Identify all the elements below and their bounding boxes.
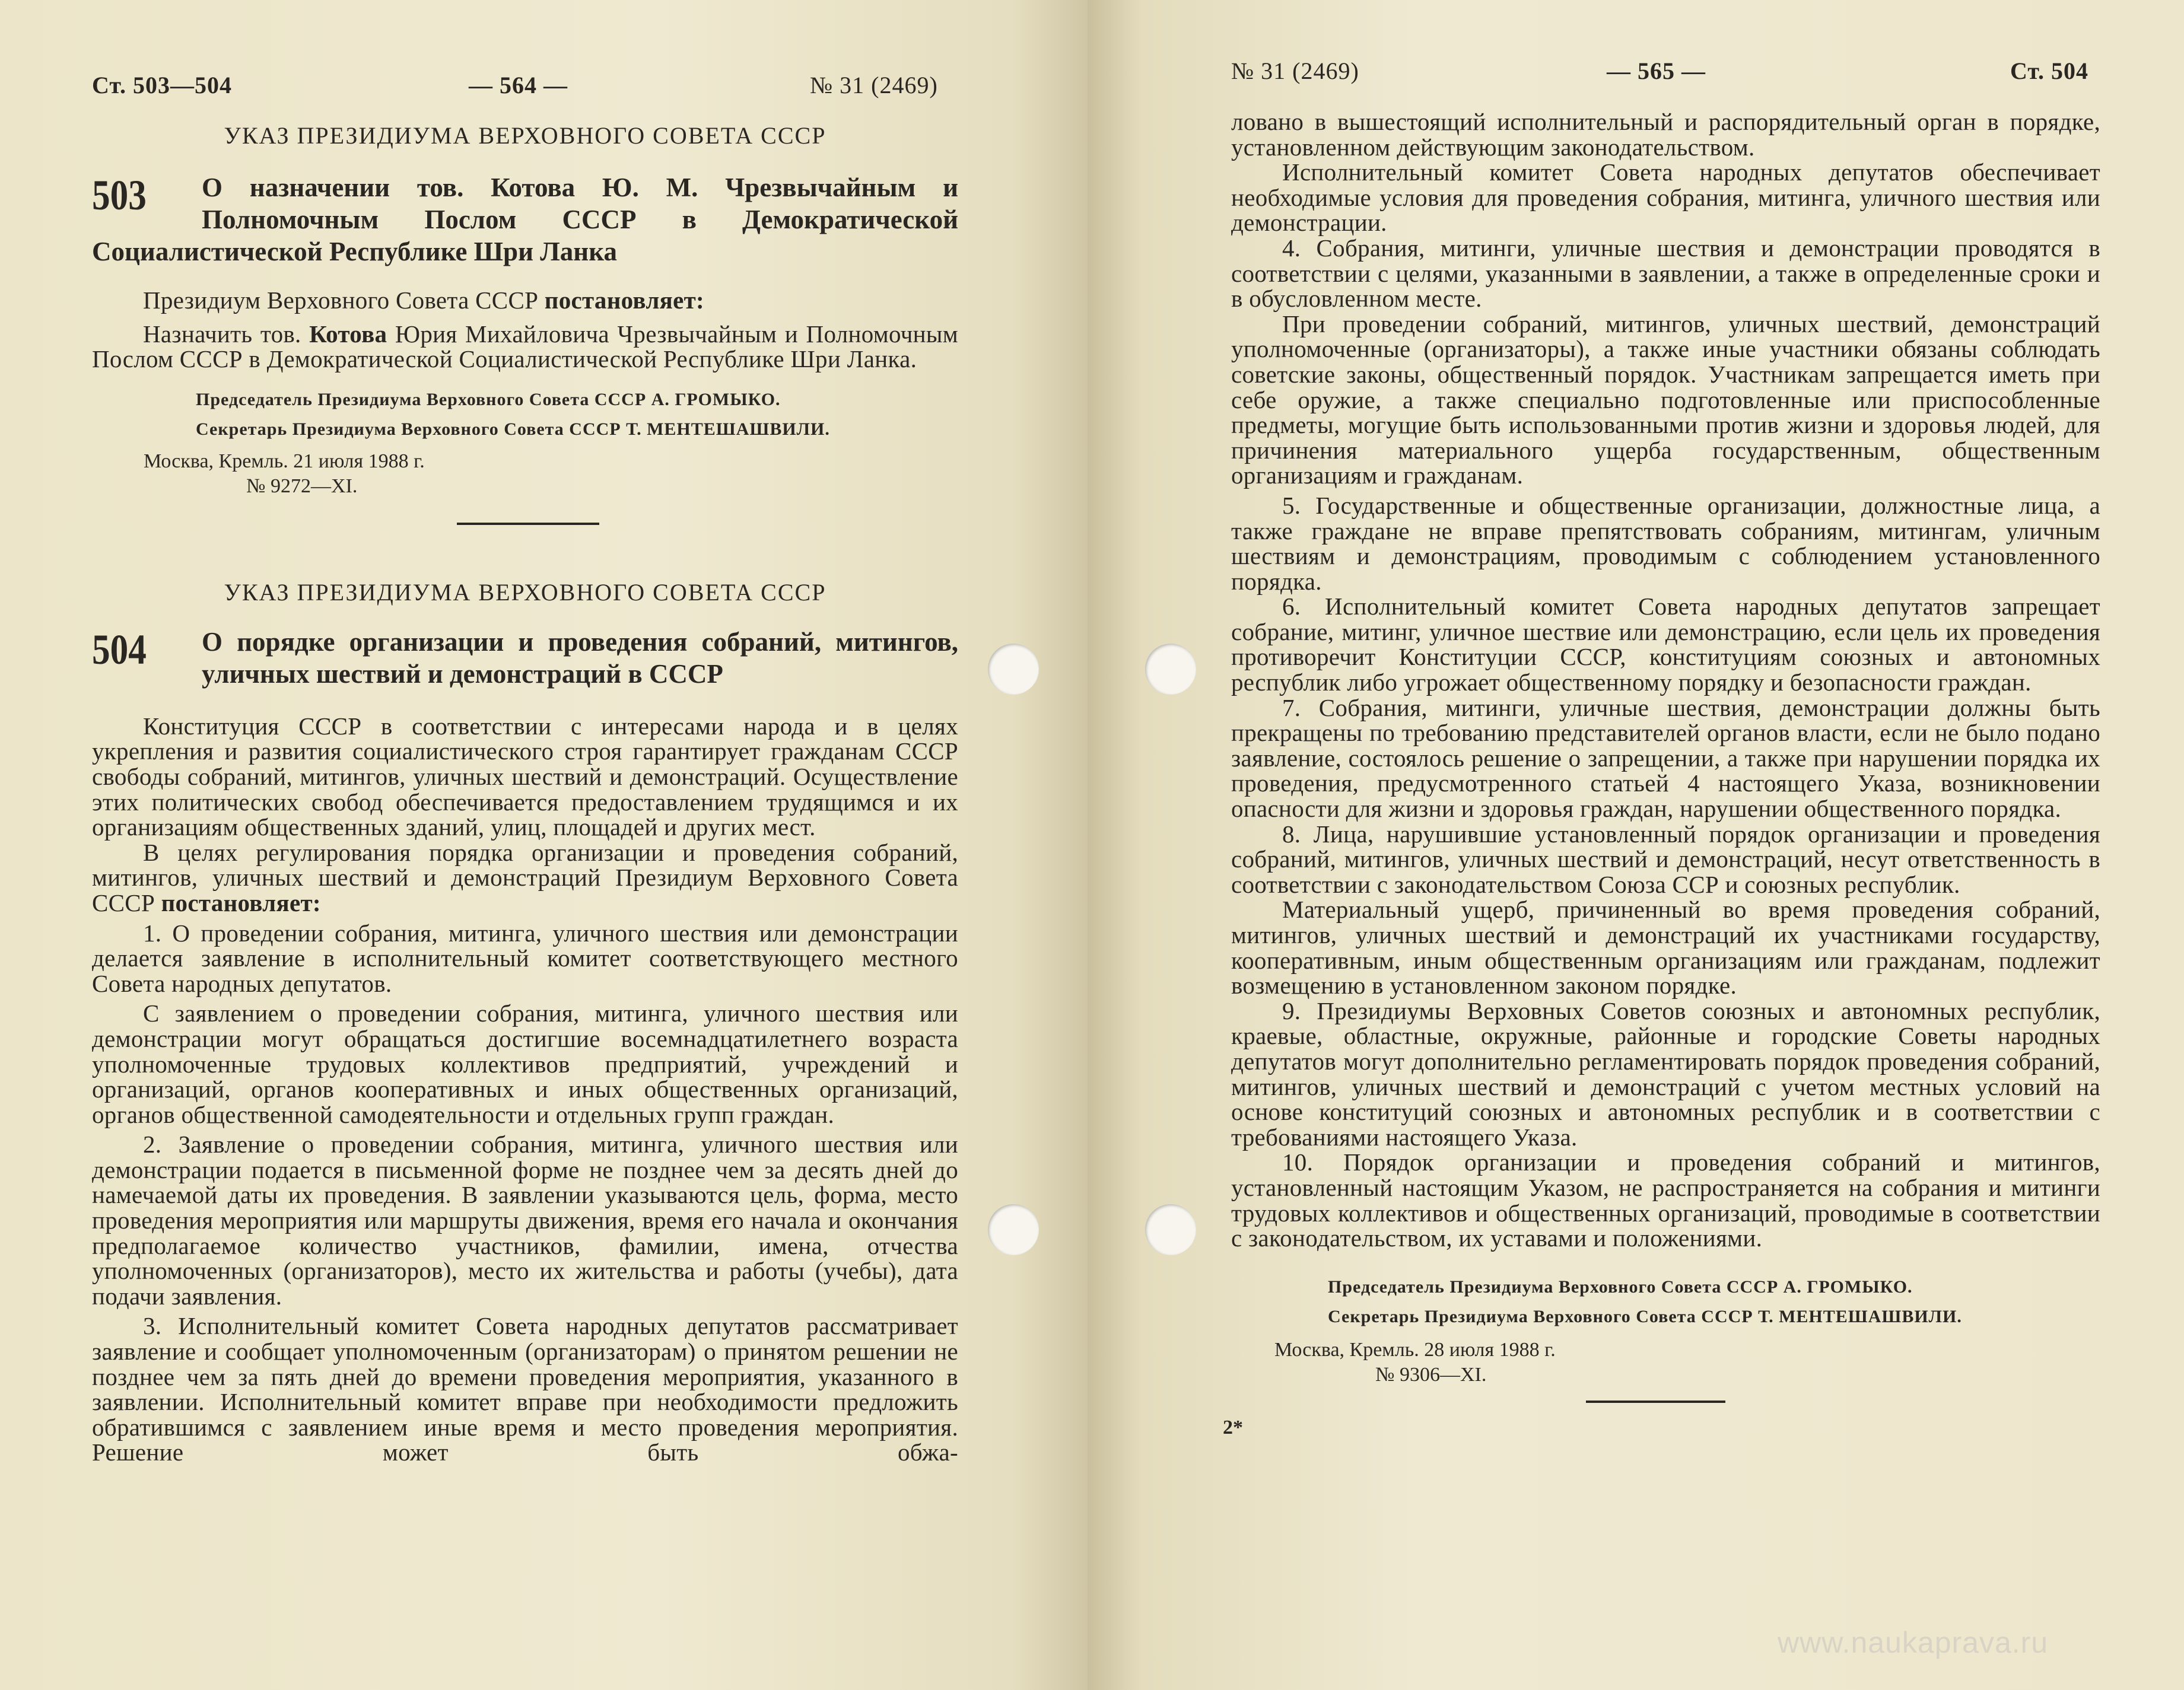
decree-503-number-text: 503 <box>92 171 147 219</box>
paragraph: В целях регулирования порядка организации и проведения собраний, митингов, уличных шествий и демонстраций Президиум Верховного Совета СССР <box>92 838 958 916</box>
chairman-signature: Председатель Президиума Верховного Совета СССР А. ГРОМЫКО. <box>1328 1277 1913 1297</box>
paragraph: 8. Лица, нарушившие установленный порядок организации и проведения собраний, митингов, уличных шествий и демонстраций, несут ответственность в соответствии с законодательством Союза ССР и союзных республик. <box>1231 820 2100 898</box>
header-page-number: — 565 — <box>1607 58 1706 84</box>
divider <box>457 523 599 525</box>
paragraph: 4. Собрания, митинги, уличные шествия и демонстрации проводятся в соответствии с целями, указанными в заявлении, а также в определенные сроки и в обусловленном месте. <box>1231 234 2100 313</box>
decree-504-body <box>92 714 958 1465</box>
paragraph: 2. Заявление о проведении собрания, митинга, уличного шествия или демонстрации подается в письменной форме не позднее чем за десять дней до намечаемой даты их проведения. В заявлении указываются цель, форма, место проведения мероприятия или маршруты движения, время его начала и окончания предполагаемое количество участников, фамилии, имена, отчества уполномоченных (организаторов), место их жительства и работы (учебы), дата подачи заявления. <box>92 1131 958 1310</box>
left-column <box>92 122 958 1465</box>
punch-hole <box>988 1204 1039 1255</box>
paragraph: 1. О проведении собрания, митинга, уличного шествия или демонстрации делается заявление в исполнительный комитет соответствующего местного Совета народных депутатов. <box>92 919 958 997</box>
decree-504-body-continued <box>1231 109 2100 1251</box>
right-column <box>1223 108 2100 1440</box>
place-date: Москва, Кремль. 21 июля 1988 г. <box>144 450 425 472</box>
decree-503-heading: УКАЗ ПРЕЗИДИУМА ВЕРХОВНОГО СОВЕТА СССР <box>224 122 826 149</box>
place-date: Москва, Кремль. 28 июля 1988 г. <box>1274 1338 1556 1361</box>
paragraph: 7. Собрания, митинги, уличные шествия, демонстрации должны быть прекращены по требованию представителей органов власти, если не было подано заявление, состоялось решение о запрещении, а также при нарушении порядка их проведения, предусмотренного статьей 4 настоящего Указа, возникновении опасности для жизни и здоровья граждан, нарушении общественного порядка. <box>1231 693 2100 823</box>
divider <box>1586 1401 1725 1403</box>
paragraph: 10. Порядок организации и проведения собраний и митингов, установленный настоящим Указом, не распространяется на собрания и митинги трудовых коллективов и общественных организаций, проводимые в соответствии с законодательством, их уставами и положениями. <box>1231 1148 2100 1252</box>
decree-504-heading: УКАЗ ПРЕЗИДИУМА ВЕРХОВНОГО СОВЕТА СССР <box>224 578 826 606</box>
decree-503-title-block <box>92 171 958 268</box>
paragraph: 3. Исполнительный комитет Совета народных депутатов рассматривает заявление и сообщает уполномоченным (организаторам) о принятом решении не позднее чем за пять дней до времени проведения мероприятия, указанного в заявлении. Исполнительный комитет вправе при необходимости предложить обратившимся с заявлением иные время и место проведения мероприятия. Решение может быть обжа- <box>92 1312 958 1466</box>
decree-503-body <box>92 288 958 372</box>
preamble-resolves: постановляет: <box>544 287 705 314</box>
appointment-text-rest: Юрия Михайловича Чрезвычайным и Полномочным Послом СССР в Демократической Социалистической Республике Шри Ланка. <box>92 320 958 373</box>
decree-504-title: О порядке организации и проведения собраний, митингов, уличных шествий и демонстраций в СССР <box>202 626 958 689</box>
paragraph: 6. Исполнительный комитет Совета народных депутатов запрещает собрание, митинг, уличное шествие или демонстрацию, если цель их проведения противоречит Конституции СССР, конституциям союзных и автономных республик либо угрожает общественному порядку и безопасности граждан. <box>1231 593 2100 696</box>
chairman-signature: Председатель Президиума Верховного Совета СССР А. ГРОМЫКО. <box>196 389 781 409</box>
paragraph: ловано в вышестоящий исполнительный и распорядительный орган в порядке, установленном действующим законодательством. <box>1231 108 2100 161</box>
decree-504-number-text: 504 <box>92 625 147 673</box>
secretary-signature: Секретарь Президиума Верховного Совета СССР Т. МЕНТЕШАШВИЛИ. <box>196 419 830 439</box>
decree-504-number <box>92 626 202 690</box>
right-page <box>1088 0 2184 1690</box>
paragraph: Конституция СССР в соответствии с интересами народа и в целях укрепления и развития социалистического строя гарантирует гражданам СССР свободы собраний, митингов, уличных шествий и демонстраций. Осуществление этих политических свобод обеспечивается предоставлением трудящимся и их организациям общественных зданий, улиц, площадей и других мест. <box>92 712 958 841</box>
header-issue: № 31 (2469) <box>1231 58 1359 84</box>
header-article: Ст. 504 <box>2010 58 2088 84</box>
paragraph: 9. Президиумы Верховных Советов союзных и автономных республик, краевые, областные, окружные, районные и городские Советы народных депутатов могут дополнительно регламентировать порядок проведения собраний, митингов, уличных шествий и демонстраций с учетом местных условий на основе конституций союзных и автономных республик и в соответствии с требованиями настоящего Указа. <box>1231 997 2100 1151</box>
header-issue: № 31 (2469) <box>810 72 938 98</box>
secretary-signature: Секретарь Президиума Верховного Совета СССР Т. МЕНТЕШАШВИЛИ. <box>1328 1306 1962 1326</box>
registration-number: № 9306—XI. <box>1375 1363 1487 1386</box>
header-page-number: — 564 — <box>469 72 568 98</box>
resolves: постановляет: <box>161 889 321 916</box>
watermark: www.naukaprava.ru <box>1778 1626 2049 1659</box>
decree-503-title: О назначении тов. Котова Ю. М. Чрезвычайным и Полномочным Послом СССР в Демократической Социалистической Республике Шри Ланка <box>92 173 958 266</box>
punch-hole <box>988 644 1039 695</box>
header-article: Ст. 503—504 <box>92 72 232 98</box>
punch-hole <box>1145 644 1196 695</box>
paragraph: При проведении собраний, митингов, уличных шествий, демонстраций уполномоченные (организаторы), а также иные участники обязаны соблюдать советские законы, общественный порядок. Участникам запрещается иметь при себе оружие, а также специально подготовленные или приспособленные предметы, могущие быть использованными против жизни и здоровья людей, для причинения материального ущерба государственным, общественным организациям и гражданам. <box>1231 310 2100 489</box>
decree-504-title-block <box>92 626 958 690</box>
left-page <box>0 0 1088 1690</box>
preamble: Президиум Верховного Совета СССР <box>143 287 539 314</box>
registration-number: № 9272—XI. <box>246 475 358 497</box>
signature-mark: 2* <box>1223 1416 1243 1438</box>
paragraph: Материальный ущерб, причиненный во время проведения собраний, митингов, уличных шествий и демонстраций их участниками государству, кооперативным, иным общественным организациям или гражданам, подлежит возмещению в установленном законом порядке. <box>1231 896 2100 1000</box>
punch-hole <box>1145 1204 1196 1255</box>
paragraph: 5. Государственные и общественные организации, должностные лица, а также граждане не вправе препятствовать собраниям, митингам, уличным шествиям и демонстрациям, проводимым с соблюдением установленного порядка. <box>1231 491 2100 595</box>
appointment-text: Назначить тов. <box>143 320 301 348</box>
appointee-name: Котова <box>309 320 387 348</box>
decree-503-number <box>92 171 202 235</box>
paragraph: Исполнительный комитет Совета народных депутатов обеспечивает необходимые условия для проведения собрания, митинга, уличного шествия или демонстрации. <box>1231 158 2100 237</box>
paragraph: С заявлением о проведении собрания, митинга, уличного шествия или демонстрации могут обращаться достигшие восемнадцатилетнего возраста уполномоченные трудовых коллективов предприятий, учреждений и организаций, органов кооперативных и иных общественных организаций, органов общественной самодеятельности и отдельных групп граждан. <box>92 1000 958 1128</box>
